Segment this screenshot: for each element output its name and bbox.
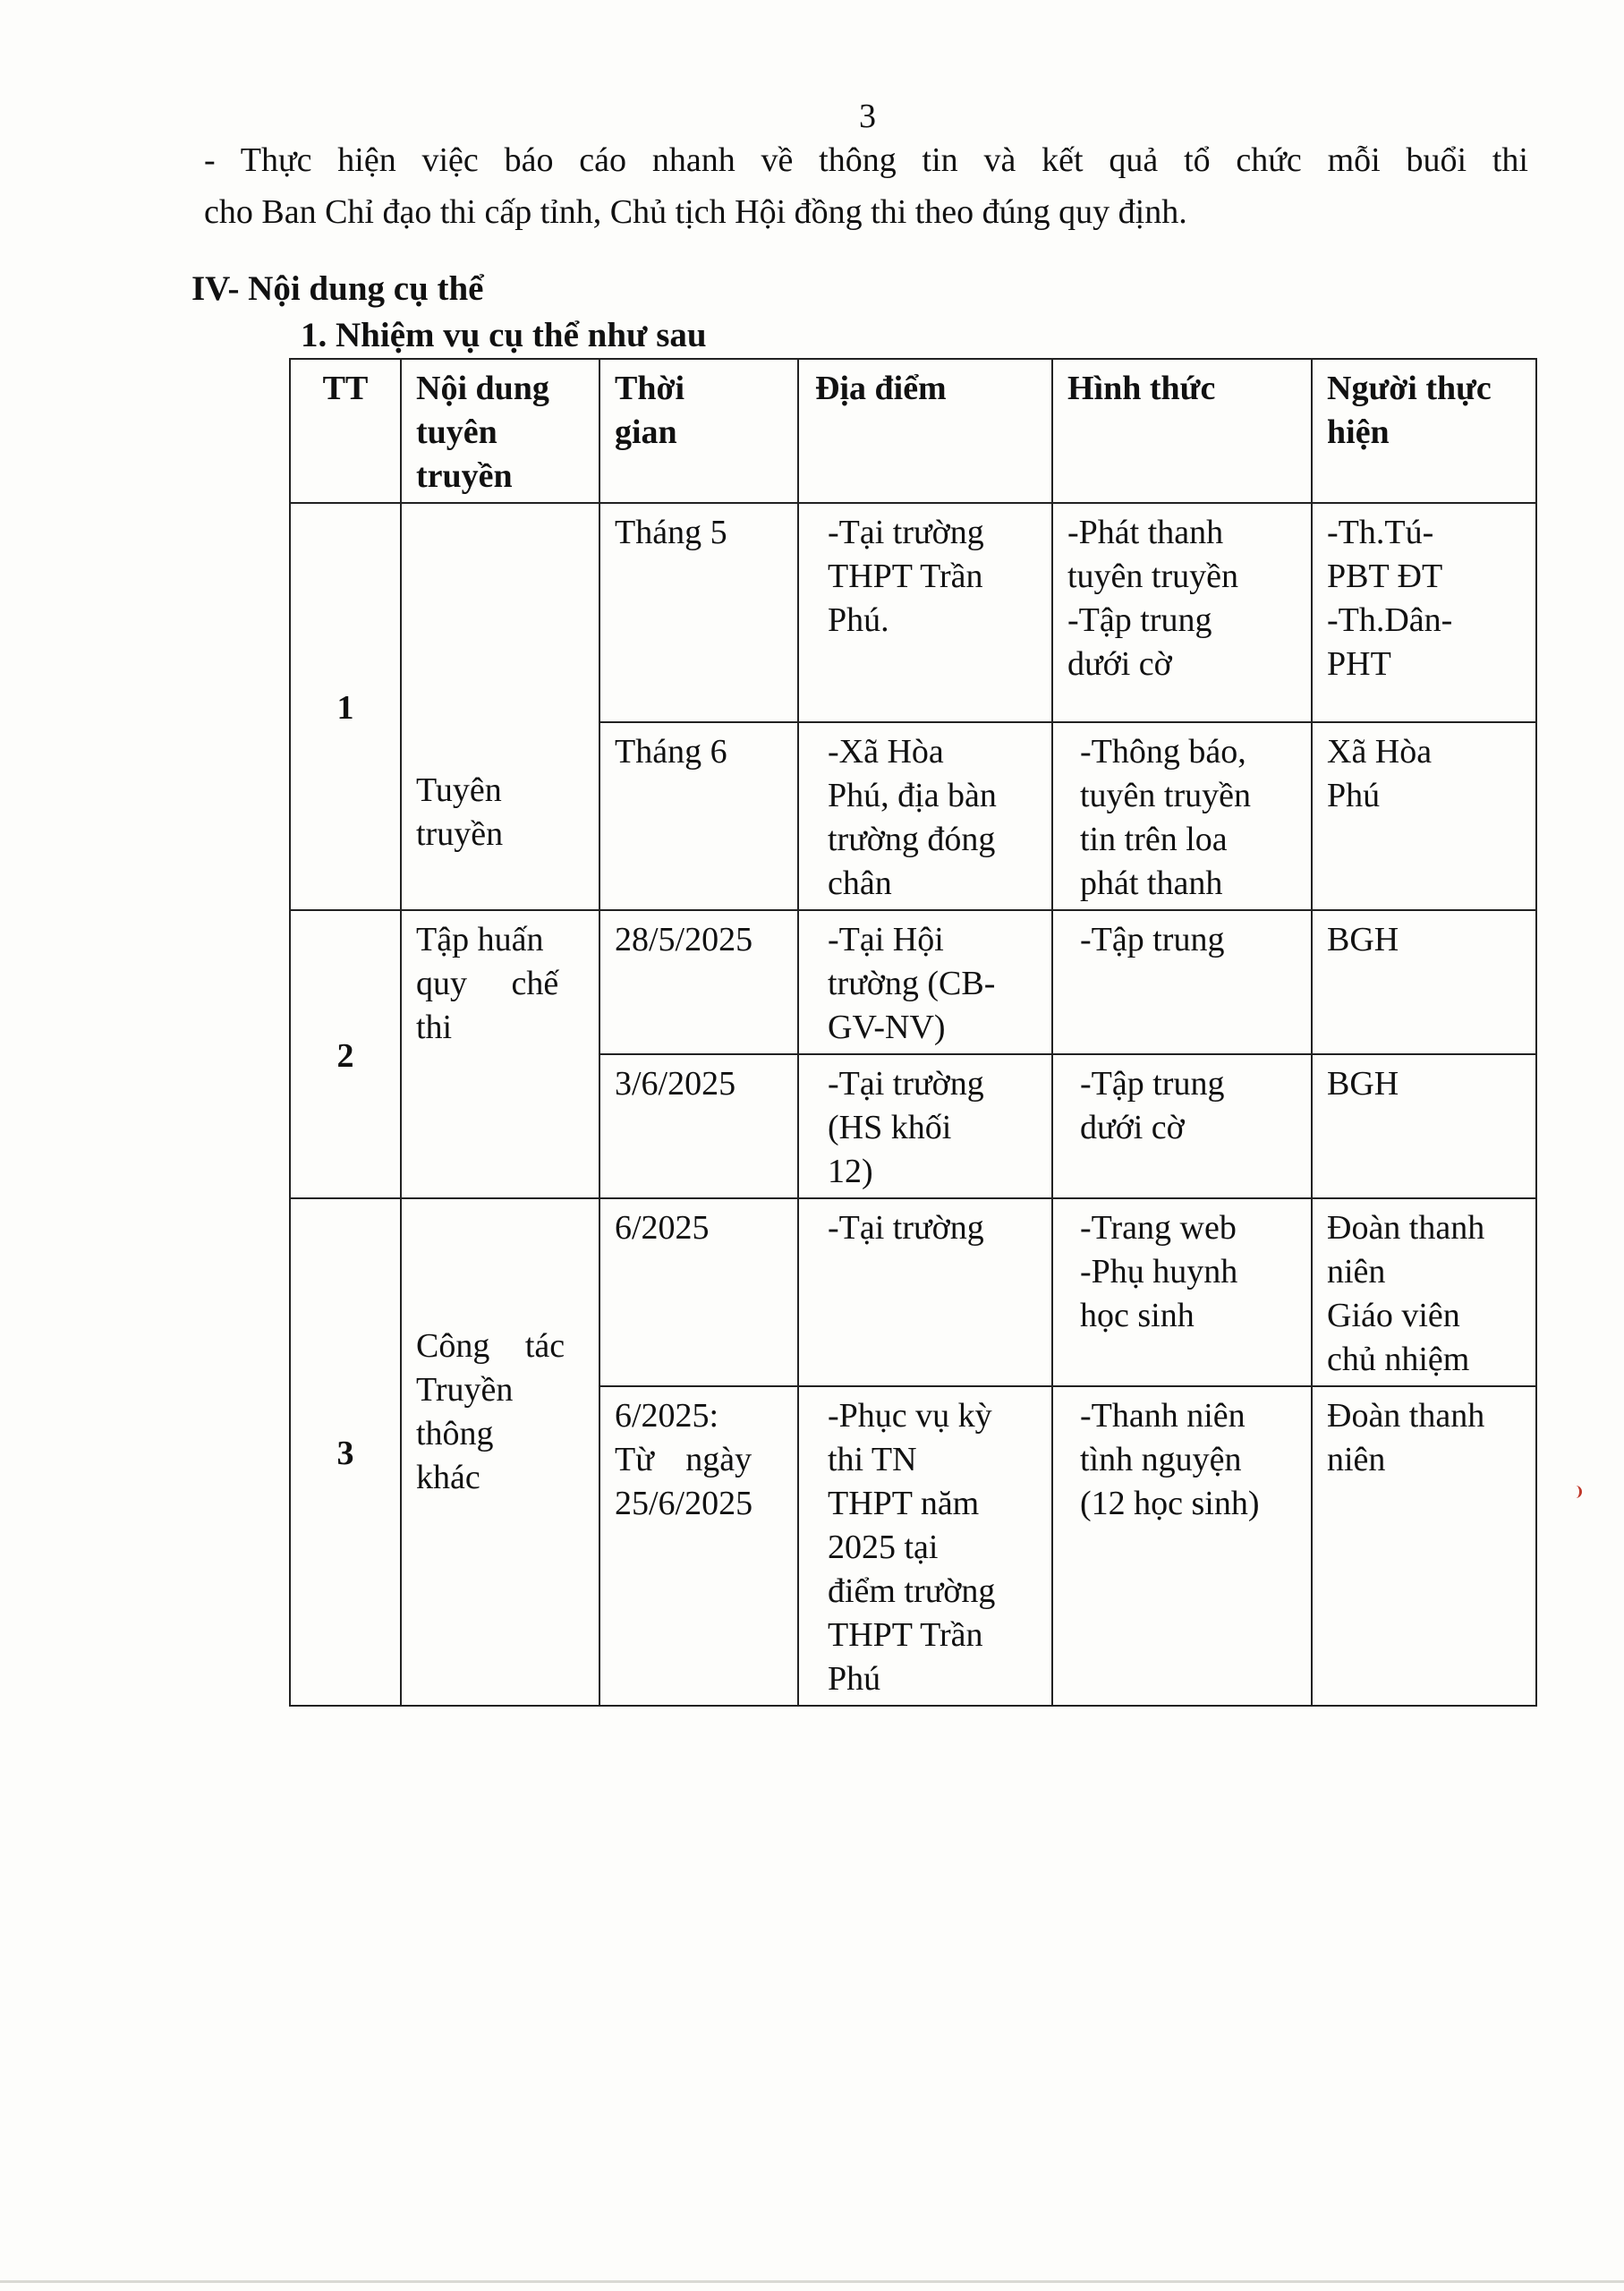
table-header-row: [290, 359, 1536, 503]
content-line: truyền: [416, 814, 504, 853]
person-line: Giáo viên: [1327, 1297, 1460, 1334]
row-time: [599, 722, 798, 910]
task-table: [289, 358, 1537, 1707]
place-line: -Phục vụ kỳ: [828, 1397, 992, 1435]
row-person: [1312, 722, 1536, 910]
place-line: -Tại trường: [828, 1065, 984, 1103]
header-form: Hình thức: [1052, 359, 1312, 503]
table-row: [290, 503, 1536, 722]
header-person-line: hiện: [1327, 413, 1390, 451]
header-time-line: Thời: [615, 370, 685, 407]
row-place: [798, 910, 1052, 1054]
row-form: [1052, 503, 1312, 722]
person-line: BGH: [1327, 921, 1399, 958]
margin-ink-mark: [1570, 1486, 1582, 1498]
place-line: THPT năm: [828, 1485, 980, 1522]
form-line: -Tập trung: [1080, 921, 1225, 958]
form-line: -Tập trung: [1080, 1065, 1225, 1103]
row-person: [1312, 1054, 1536, 1198]
page-bottom-edge: [0, 2280, 1624, 2283]
row-time: [599, 1054, 798, 1198]
time-line: 25/6/2025: [615, 1485, 753, 1522]
place-line: thi TN: [828, 1441, 917, 1478]
section-subtitle: 1. Nhiệm vụ cụ thể như sau: [301, 316, 707, 354]
form-line: -Phụ huynh: [1080, 1253, 1238, 1290]
form-line: tin trên loa: [1080, 821, 1228, 858]
time-line: 28/5/2025: [615, 921, 753, 958]
row-person: [1312, 1386, 1536, 1706]
section-title: IV- Nội dung cụ thể: [191, 269, 484, 308]
time-line: 6/2025: [615, 1209, 710, 1247]
row-form: [1052, 1198, 1312, 1386]
row-place: [798, 1054, 1052, 1198]
header-content-line: truyền: [416, 457, 513, 495]
place-line: Phú.: [828, 601, 889, 639]
person-line: chủ nhiệm: [1327, 1341, 1470, 1378]
row-place: [798, 722, 1052, 910]
row-place: [798, 1386, 1052, 1706]
content-line: quy chế: [416, 965, 559, 1002]
form-line: (12 học sinh): [1080, 1485, 1260, 1522]
row-time: [599, 1386, 798, 1706]
time-line: 6/2025:: [615, 1397, 719, 1435]
row-form: [1052, 1054, 1312, 1198]
place-line: (HS khối: [828, 1109, 952, 1146]
form-line: tuyên truyền: [1067, 558, 1239, 595]
form-line: tuyên truyền: [1080, 777, 1252, 814]
form-line: dưới cờ: [1080, 1109, 1185, 1146]
place-line: -Tại trường: [828, 1209, 984, 1247]
person-line: Đoàn thanh: [1327, 1209, 1485, 1247]
place-line: điểm trường: [828, 1572, 996, 1610]
place-line: GV-NV): [828, 1009, 946, 1046]
form-line: -Tập trung: [1067, 601, 1212, 639]
person-line: niên: [1327, 1253, 1386, 1290]
content-line: thi: [416, 1009, 453, 1046]
header-place: Địa điểm: [798, 359, 1052, 503]
row-person: [1312, 503, 1536, 722]
row-content: [401, 1198, 599, 1706]
form-line: -Trang web: [1080, 1209, 1237, 1247]
content-line: Công tác: [416, 1327, 565, 1365]
person-line: Đoàn thanh: [1327, 1397, 1485, 1435]
place-line: chân: [828, 864, 892, 902]
person-line: niên: [1327, 1441, 1386, 1478]
row-number: 1: [290, 503, 401, 910]
content-line: Tuyên: [416, 771, 502, 809]
row-content: [401, 910, 599, 1198]
row-place: [798, 503, 1052, 722]
intro-line-1: - Thực hiện việc báo cáo nhanh về thông tin và kết quả tổ chức mỗi buổi thi: [204, 141, 1528, 179]
table-row: [290, 910, 1536, 1054]
place-line: Phú: [828, 1660, 881, 1698]
header-tt: TT: [290, 359, 401, 503]
time-line: Tháng 6: [615, 733, 727, 771]
content-line: Tập huấn: [416, 921, 544, 958]
header-person-line: Người thực: [1327, 370, 1492, 407]
place-line: THPT Trần: [828, 1616, 983, 1654]
row-number: 3: [290, 1198, 401, 1706]
time-line: Tháng 5: [615, 514, 727, 551]
header-content-line: tuyên: [416, 413, 497, 451]
content-line: khác: [416, 1459, 480, 1496]
row-form: [1052, 910, 1312, 1054]
header-content: [401, 359, 599, 503]
form-line: học sinh: [1080, 1297, 1195, 1334]
place-line: 12): [828, 1153, 873, 1190]
place-line: -Xã Hòa: [828, 733, 944, 771]
person-line: -Th.Dân-: [1327, 601, 1453, 639]
form-line: tình nguyện: [1080, 1441, 1242, 1478]
row-number: 2: [290, 910, 401, 1198]
content-line: thông: [416, 1415, 494, 1452]
place-line: -Tại trường: [828, 514, 984, 551]
person-line: BGH: [1327, 1065, 1399, 1103]
place-line: trường (CB-: [828, 965, 996, 1002]
header-content-line: Nội dung: [416, 370, 549, 407]
content-line: Truyền: [416, 1371, 514, 1409]
person-line: PHT: [1327, 645, 1391, 683]
form-line: -Phát thanh: [1067, 514, 1224, 551]
row-content: [401, 503, 599, 910]
row-time: [599, 1198, 798, 1386]
form-line: phát thanh: [1080, 864, 1223, 902]
table-row: [290, 1198, 1536, 1386]
person-line: -Th.Tú-: [1327, 514, 1434, 551]
form-line: dưới cờ: [1067, 645, 1172, 683]
intro-line-2: cho Ban Chỉ đạo thi cấp tỉnh, Chủ tịch Hội đồng thi theo đúng quy định.: [204, 193, 1187, 231]
time-line: 3/6/2025: [615, 1065, 736, 1103]
header-time: [599, 359, 798, 503]
row-time: [599, 910, 798, 1054]
row-form: [1052, 722, 1312, 910]
place-line: Phú, địa bàn: [828, 777, 997, 814]
header-time-line: gian: [615, 413, 677, 451]
place-line: THPT Trần: [828, 558, 983, 595]
time-line: Từ ngày: [615, 1441, 752, 1478]
row-person: [1312, 910, 1536, 1054]
person-line: Xã Hòa: [1327, 733, 1433, 771]
page-number: 3: [859, 98, 876, 135]
place-line: 2025 tại: [828, 1529, 939, 1566]
form-line: -Thông báo,: [1080, 733, 1246, 771]
person-line: PBT ĐT: [1327, 558, 1443, 595]
row-place: [798, 1198, 1052, 1386]
header-person: [1312, 359, 1536, 503]
row-person: [1312, 1198, 1536, 1386]
row-time: [599, 503, 798, 722]
form-line: -Thanh niên: [1080, 1397, 1246, 1435]
row-form: [1052, 1386, 1312, 1706]
place-line: -Tại Hội: [828, 921, 944, 958]
person-line: Phú: [1327, 777, 1381, 814]
place-line: trường đóng: [828, 821, 996, 858]
